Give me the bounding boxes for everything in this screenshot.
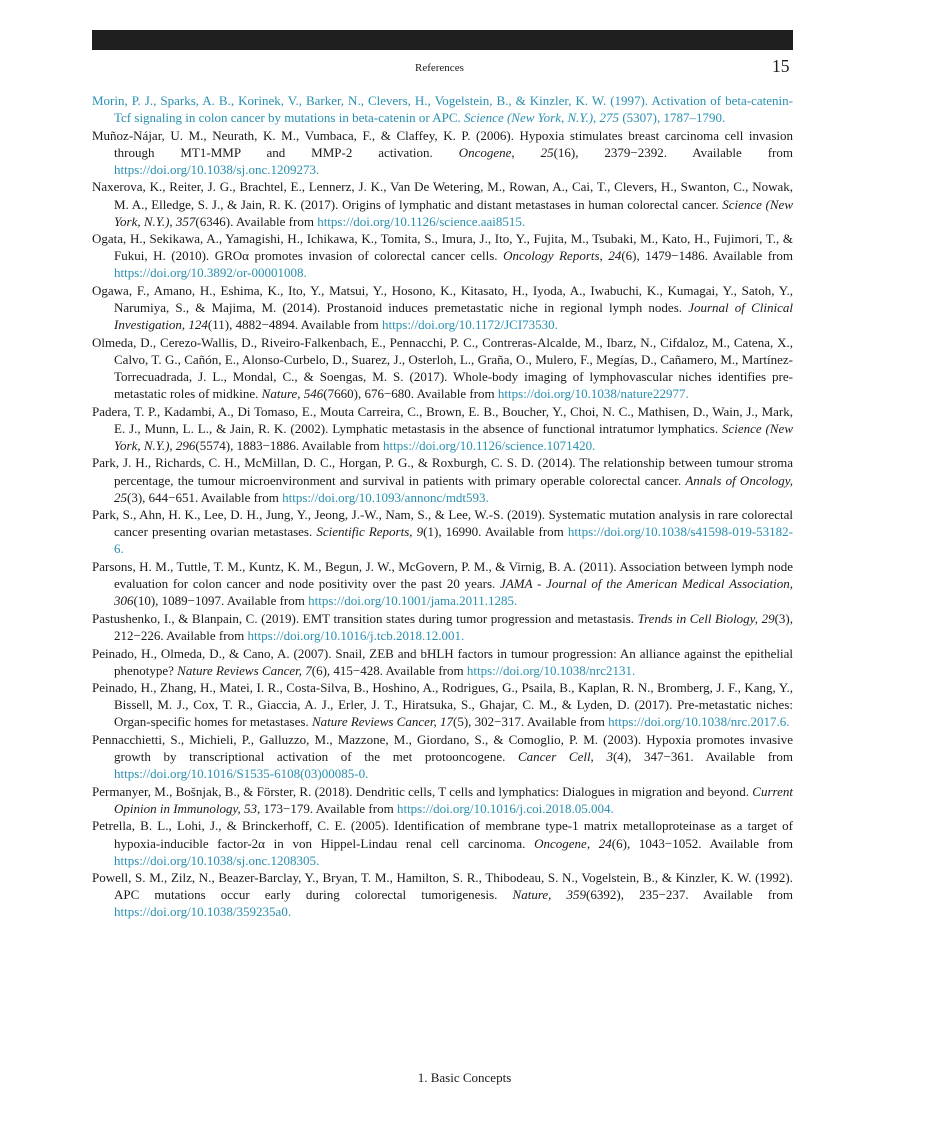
reference-details: (4), 347−361. Available from — [612, 749, 793, 765]
reference-entry — [92, 783, 793, 817]
reference-entry — [92, 869, 793, 920]
journal-name: Nature Reviews Cancer, 17 — [311, 714, 454, 730]
journal-name: Oncogene, 24 — [534, 835, 612, 851]
journal-name: Oncogene, 25 — [458, 144, 554, 160]
journal-name: Nature Reviews Cancer, 7 — [177, 662, 312, 678]
reference-text: Peinado, H., Olmeda, D., & Cano, A. (2007). Snail, ZEB and bHLH factors in tumour progression: An alliance against the epithelial phenotype? — [92, 645, 793, 678]
journal-name: Annals of Oncology, 25 — [114, 472, 793, 505]
doi-link[interactable]: https://doi.org/10.1126/science.aai8515. — [317, 213, 526, 229]
doi-link[interactable]: https://doi.org/10.1038/sj.onc.1208305. — [114, 852, 320, 868]
reference-details: (7660), 676−680. Available from — [323, 386, 498, 402]
doi-link[interactable]: https://doi.org/10.1038/nrc2131. — [466, 662, 636, 678]
reference-details: (5307), 1787–1790. — [619, 110, 726, 126]
reference-details: (6), 1479−1486. Available from — [621, 248, 793, 264]
reference-details: (3), 212−226. Available from — [114, 610, 793, 643]
reference-details: (1), 16990. Available from — [423, 524, 568, 540]
doi-link[interactable]: https://doi.org/10.1038/sj.onc.1209273. — [114, 161, 320, 177]
reference-details: (10), 1089−1097. Available from — [133, 593, 309, 609]
reference-text: Ogata, H., Sekikawa, A., Yamagishi, H., Ichikawa, K., Tomita, S., Imura, J., Ito, Y., Fujita, M., Tsubaki, M., Kato, H., Fujimori, T., & Fukui, H. (2010). GROα promotes invasion of colorectal cancer cells. — [92, 231, 793, 264]
journal-name: Scientific Reports, 9 — [316, 524, 424, 540]
header-bar — [92, 30, 793, 50]
doi-link[interactable]: https://doi.org/10.1038/nrc.2017.6. — [608, 714, 790, 730]
journal-name: JAMA - Journal of the American Medical Association, 306 — [114, 576, 793, 609]
reference-text: Pastushenko, I., & Blanpain, C. (2019). EMT transition states during tumor progression and metastasis. — [92, 610, 638, 626]
reference-entry — [92, 403, 793, 454]
footer-chapter: 1. Basic Concepts — [417, 1070, 512, 1085]
doi-link[interactable]: https://doi.org/10.1038/359235a0. — [114, 904, 292, 920]
doi-link[interactable]: https://doi.org/10.3892/or-00001008. — [114, 265, 307, 281]
doi-link[interactable]: https://doi.org/10.1016/j.tcb.2018.12.001. — [247, 627, 465, 643]
reference-text: Olmeda, D., Cerezo-Wallis, D., Riveiro-Falkenbach, E., Pennacchi, P. C., Contreras-Alcalde, M., Ibarz, N., Cifdaloz, M., Catena, X., Calvo, T. G., Cañón, E., Alonso-Curbelo, D., Suarez, J., Osterloh, L., Graña, O., Mulero, F., Megías, D., Cañamero, M., Martínez-Torrecuadrada, J. L., Mondal, C., & Soengas, M. S. (2017). Whole-body imaging of lymphovascular niches identifies pre-metastatic roles of midkine. — [92, 334, 793, 402]
reference-text: Parsons, H. M., Tuttle, T. M., Kuntz, K. M., Begun, J. W., McGovern, P. M., & Virnig, B. A. (2011). Association between lymph node evaluation for colon cancer and node positivity over the past 20 years. — [92, 559, 793, 592]
reference-details: (6), 1043−1052. Available from — [611, 835, 793, 851]
reference-entry — [92, 127, 793, 178]
reference-entry — [92, 178, 793, 229]
journal-name: Current Opinion in Immunology, 53 — [114, 783, 793, 816]
reference-text: Petrella, B. L., Lohi, J., & Brinckerhoff, C. E. (2005). Identification of membrane type-1 matrix metalloproteinase as a target of hypoxia-inducible factor-2α in von Hippel-Lindau renal cell carcinoma. — [92, 818, 793, 851]
reference-entry — [92, 679, 793, 730]
journal-name: Science (New York, N.Y.), 357 — [114, 196, 793, 229]
reference-text: Park, J. H., Richards, C. H., McMillan, D. C., Horgan, P. G., & Roxburgh, C. S. D. (2014). The relationship between tumour stroma percentage, the tumour microenvironment and survival in patients with primary operable colorectal cancer. — [92, 455, 793, 488]
reference-details: (16), 2379−2392. Available from — [553, 144, 793, 160]
reference-text: Morin, P. J., Sparks, A. B., Korinek, V., Barker, N., Clevers, H., Vogelstein, B., & Kinzler, K. W. (1997). Activation of beta-catenin-Tcf signaling in colon cancer by mutations in beta-catenin or APC. — [92, 93, 793, 126]
reference-entry — [92, 731, 793, 782]
reference-details: , 173−179. Available from — [257, 800, 397, 816]
reference-details: (5574), 1883−1886. Available from — [195, 437, 384, 453]
reference-text: Peinado, H., Zhang, H., Matei, I. R., Costa-Silva, B., Hoshino, A., Rodrigues, G., Psaila, B., Kaplan, R. N., Bromberg, J. F., Kang, Y., Bissell, M. J., Cox, T. R., Giaccia, A. J., Erler, J. T., Hiratsuka, S., Ghajar, C. M., & Lyden, D. (2017). Pre-metastatic niches: Organ-specific homes for metastases. — [92, 680, 793, 730]
doi-link[interactable]: https://doi.org/10.1038/nature22977. — [497, 386, 689, 402]
journal-name: Nature, 359 — [512, 887, 587, 903]
journal-name: Trends in Cell Biology, 29 — [637, 610, 775, 626]
reference-text: Permanyer, M., Bošnjak, B., & Förster, R. (2018). Dendritic cells, T cells and lymphatics: Dialogues in migration and beyond. — [92, 783, 753, 799]
reference-entry — [92, 817, 793, 868]
reference-entry — [92, 610, 793, 644]
journal-name: Cancer Cell, 3 — [517, 749, 613, 765]
journal-name: Journal of Clinical Investigation, 124 — [114, 300, 793, 333]
doi-link[interactable]: https://doi.org/10.1172/JCI73530. — [382, 317, 558, 333]
doi-link[interactable]: https://doi.org/10.1016/S1535-6108(03)00085-0. — [114, 766, 369, 782]
reference-details: (3), 644−651. Available from — [127, 489, 283, 505]
reference-details: (6), 415−428. Available from — [311, 662, 467, 678]
doi-link[interactable]: https://doi.org/10.1038/s41598-019-53182-6. — [114, 524, 794, 557]
reference-details: (6346). Available from — [195, 213, 318, 229]
doi-link[interactable]: https://doi.org/10.1001/jama.2011.1285. — [308, 593, 518, 609]
journal-name: Science (New York, N.Y.), 296 — [114, 420, 793, 453]
reference-entry — [92, 454, 793, 505]
reference-entry — [92, 334, 793, 402]
reference-entry — [92, 645, 793, 679]
reference-entry — [92, 506, 793, 557]
reference-text: Muñoz-Nájar, U. M., Neurath, K. M., Vumbaca, F., & Claffey, K. P. (2006). Hypoxia stimulates breast carcinoma cell invasion through MT1-MMP and MMP-2 activation. — [92, 127, 793, 160]
journal-name: Oncology Reports, 24 — [503, 248, 622, 264]
reference-entry — [92, 230, 793, 281]
reference-text: Powell, S. M., Zilz, N., Beazer-Barclay, Y., Bryan, T. M., Hamilton, S. R., Thibodeau, S. N., Vogelstein, B., & Kinzler, K. W. (1992). APC mutations occur early during colorectal tumorigenesis. — [92, 870, 793, 903]
reference-entry — [92, 282, 793, 333]
journal-name: Science (New York, N.Y.), 275 — [464, 110, 620, 126]
running-title: References — [415, 62, 464, 74]
reference-text: Padera, T. P., Kadambi, A., Di Tomaso, E., Mouta Carreira, C., Brown, E. B., Boucher, Y., Choi, N. C., Mathisen, D., Wain, J., Mark, E. J., Munn, L. L., & Jain, R. K. (2002). Lymphatic metastasis in the absence of functional intratumor lymphatics. — [92, 403, 793, 436]
page-number: 15 — [772, 56, 790, 76]
reference-entry[interactable] — [92, 92, 793, 126]
doi-link[interactable]: https://doi.org/10.1016/j.coi.2018.05.004. — [396, 800, 614, 816]
journal-name: Nature, 546 — [261, 386, 324, 402]
reference-details: (5), 302−317. Available from — [453, 714, 609, 730]
reference-text: Park, S., Ahn, H. K., Lee, D. H., Jung, Y., Jeong, J.-W., Nam, S., & Lee, W.-S. (2019). Systematic mutation analysis in rare colorectal cancer presenting ovarian metastases. — [92, 507, 793, 540]
doi-link[interactable]: https://doi.org/10.1126/science.1071420. — [383, 437, 596, 453]
reference-text: Ogawa, F., Amano, H., Eshima, K., Ito, Y., Matsui, Y., Hosono, K., Kitasato, H., Iyoda, A., Iwabuchi, K., Kumagai, Y., Satoh, Y., Narumiya, S., & Majima, M. (2014). Prostanoid induces premetastatic niche in regional lymph nodes. — [92, 283, 793, 316]
reference-details: (11), 4882−4894. Available from — [207, 317, 383, 333]
doi-link[interactable]: https://doi.org/10.1093/annonc/mdt593. — [282, 489, 489, 505]
reference-text: Naxerova, K., Reiter, J. G., Brachtel, E., Lennerz, J. K., Van De Wetering, M., Rowan, A., Cai, T., Clevers, H., Swanton, C., Nowak, M. A., Elledge, S. J., & Jain, R. K. (2017). Origins of lymphatic and distant metastases in human colorectal cancer. — [92, 179, 793, 212]
reference-list — [92, 92, 793, 921]
reference-details: (6392), 235−237. Available from — [586, 887, 793, 903]
reference-entry — [92, 558, 793, 609]
reference-text: Pennacchietti, S., Michieli, P., Galluzzo, M., Mazzone, M., Giordano, S., & Comoglio, P. M. (2003). Hypoxia promotes invasive growth by transcriptional activation of the met protooncogene. — [92, 731, 793, 765]
